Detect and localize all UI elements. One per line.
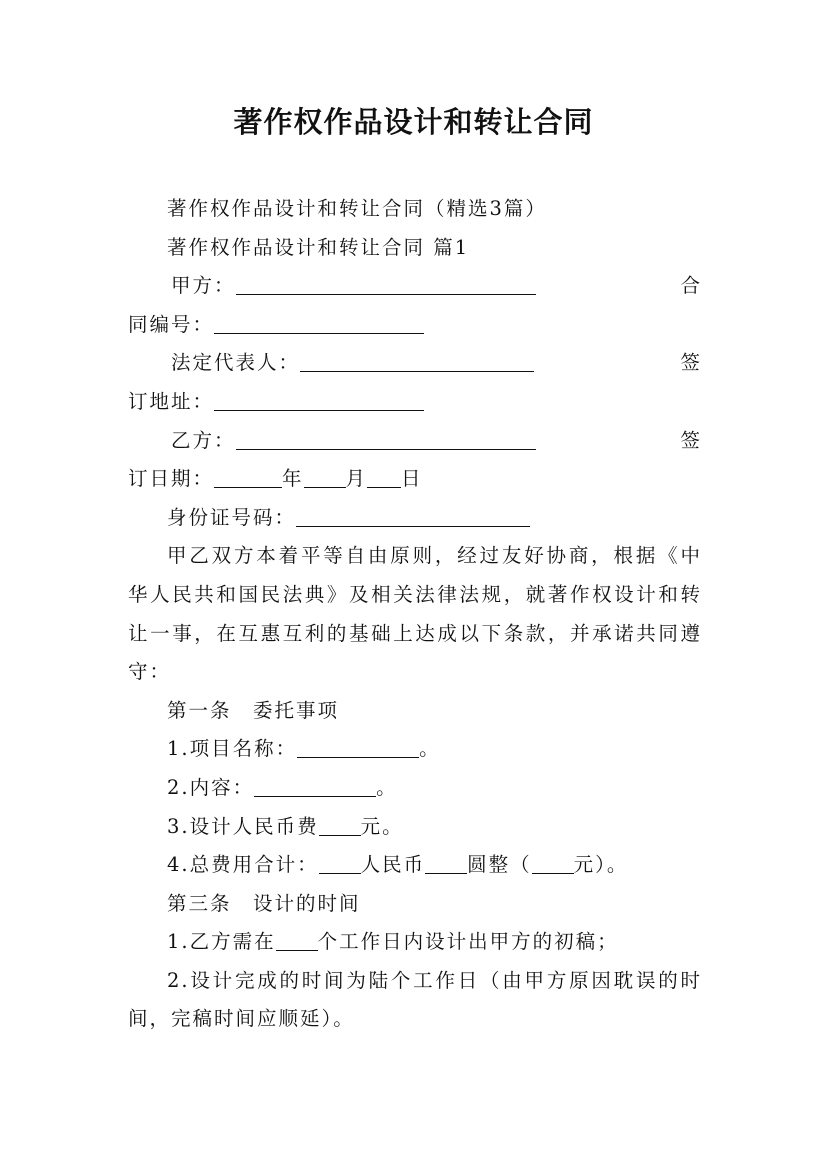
item1-label: 1.项目名称： <box>167 737 298 761</box>
party-b-blank <box>236 429 536 450</box>
item4-line <box>128 846 702 885</box>
subtitle: 著作权作品设计和转让合同（精选3篇） <box>167 197 547 220</box>
sign-date-label: 订日期： <box>128 467 215 491</box>
party-a-blank <box>236 274 536 295</box>
article1-heading: 第一条 委托事项 <box>167 698 340 722</box>
month-char: 月 <box>345 467 368 491</box>
legal-rep-label: 法定代表人： <box>171 351 301 375</box>
contract-no-label: 同编号： <box>128 312 215 336</box>
item1-end: 。 <box>419 737 441 761</box>
sign-date-char1: 签 <box>680 428 702 452</box>
legal-rep-blank <box>300 351 534 372</box>
item4-end: 元）。 <box>573 853 629 877</box>
item1-blank <box>297 737 419 758</box>
year-char: 年 <box>282 467 304 491</box>
id-line <box>128 499 702 538</box>
time1-end: 个工作日内设计出甲方的初稿； <box>317 930 619 954</box>
time1-blank <box>276 930 318 951</box>
contract-no-line <box>128 306 702 345</box>
contract-no-blank <box>214 313 424 334</box>
item2-line <box>128 769 702 808</box>
day-blank <box>367 467 401 488</box>
party-a-line <box>128 267 702 306</box>
sign-addr-blank <box>214 390 424 411</box>
item4-blank3 <box>532 853 574 874</box>
id-label: 身份证号码： <box>167 505 297 529</box>
party-a-label: 甲方： <box>171 274 236 298</box>
item1-line <box>128 730 702 769</box>
item3-end: 元。 <box>360 814 404 838</box>
item3-label: 3.设计人民币费 <box>167 814 319 838</box>
year-blank <box>214 467 282 488</box>
item4-mid1: 人民币 <box>360 853 426 877</box>
id-blank <box>296 506 530 527</box>
time1-line <box>128 923 702 962</box>
item2-blank <box>254 776 376 797</box>
contract-no-char1: 合 <box>680 274 702 298</box>
legal-rep-line <box>128 344 702 383</box>
preamble-paragraph: 甲乙双方本着平等自由原则，经过友好协商，根据《中华人民共和国民法典》及相关法律法规，就著作权设计和转让一事，在互惠互利的基础上达成以下条款，并承诺共同遵守： <box>128 544 702 684</box>
article3-heading: 第三条 设计的时间 <box>167 891 361 915</box>
item4-mid2: 圆整（ <box>467 853 532 877</box>
item4-blank2 <box>425 853 467 874</box>
item3-blank <box>319 815 361 836</box>
day-char: 日 <box>401 467 423 491</box>
party-b-line <box>128 422 702 461</box>
section-heading: 著作权作品设计和转让合同 篇1 <box>167 235 470 259</box>
document-body <box>128 190 702 1039</box>
item4-label: 4.总费用合计： <box>167 853 319 877</box>
item2-end: 。 <box>376 775 398 799</box>
document-title: 著作权作品设计和转让合同 <box>233 105 594 139</box>
sign-addr-char1: 签 <box>680 351 702 375</box>
sign-addr-line <box>128 383 702 422</box>
sign-addr-label: 订地址： <box>128 389 215 413</box>
item2-label: 2.内容： <box>167 775 255 799</box>
time2-paragraph: 2.设计完成的时间为陆个工作日（由甲方原因耽误的时间，完稿时间应顺延）。 <box>128 968 702 1031</box>
item4-blank1 <box>319 853 361 874</box>
month-blank <box>304 467 346 488</box>
item3-line <box>128 808 702 847</box>
time1-label: 1.乙方需在 <box>167 930 276 954</box>
sign-date-line <box>128 460 702 499</box>
party-b-label: 乙方： <box>171 428 236 452</box>
